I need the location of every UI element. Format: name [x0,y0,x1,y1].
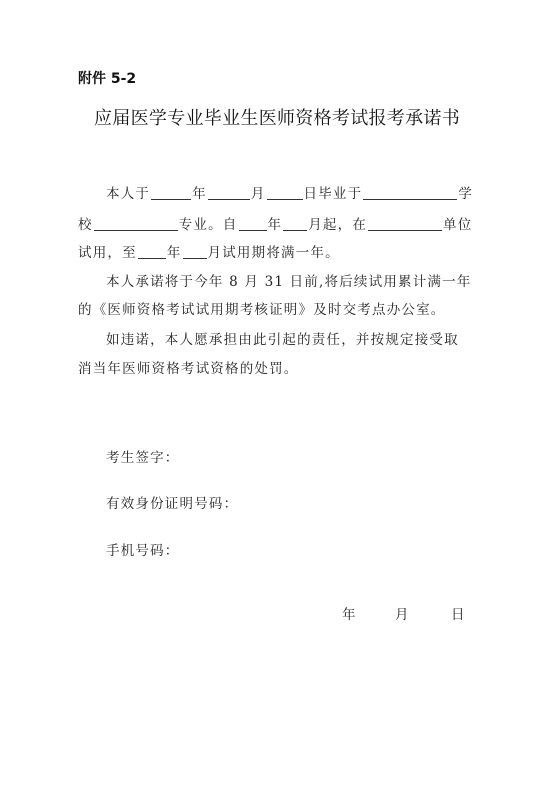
text: 专业。自 [178,217,238,233]
text: 月试用期将满一年。 [207,245,340,261]
blank-school [363,185,457,200]
blank-major [94,216,178,231]
paragraph-2-line-2: 的《医师资格考试试用期考核证明》及时交考点办公室。 [78,302,446,318]
paragraph-2-line-1: 本人承诺将于今年 8 月 31 日前,将后续试用累计满一年 [106,274,472,290]
paragraph-1-line-2 [78,213,472,233]
text: 试用，至 [78,245,137,261]
blank-month [208,185,250,200]
blank-end-year [138,244,166,259]
paragraph-1-line-3 [78,241,340,261]
id-number-label: 有效身份证明号码： [106,496,239,512]
paragraph-1-line-1 [106,182,473,202]
candidate-signature-label: 考生签字： [106,450,180,466]
date-month: 月 [395,607,409,623]
text: 年 [166,245,182,261]
text: 校 [78,217,93,233]
text: 月起，在 [308,217,368,233]
text: 日毕业于 [303,186,363,202]
blank-start-year [239,216,267,231]
blank-day [267,185,303,200]
text: 年 [267,217,283,233]
attachment-label: 附件 5-2 [78,71,137,87]
text: 年 [192,186,207,202]
date-day: 日 [451,607,465,623]
text: 学 [458,186,474,202]
blank-unit [368,216,442,231]
text: 月 [250,186,266,202]
paragraph-3-line-1: 如违诺，本人愿承担由此引起的责任，并按规定接受取 [106,332,459,348]
document-title: 应届医学专业毕业生医师资格考试报考承诺书 [94,108,460,129]
blank-end-month [183,244,207,259]
date-year: 年 [342,607,356,623]
blank-year [151,185,191,200]
paragraph-3-line-2: 消当年医师资格考试资格的处罚。 [78,361,299,377]
text: 本人于 [106,186,151,202]
blank-start-month [283,216,307,231]
phone-number-label: 手机号码： [106,543,180,559]
text: 单位 [443,217,473,233]
